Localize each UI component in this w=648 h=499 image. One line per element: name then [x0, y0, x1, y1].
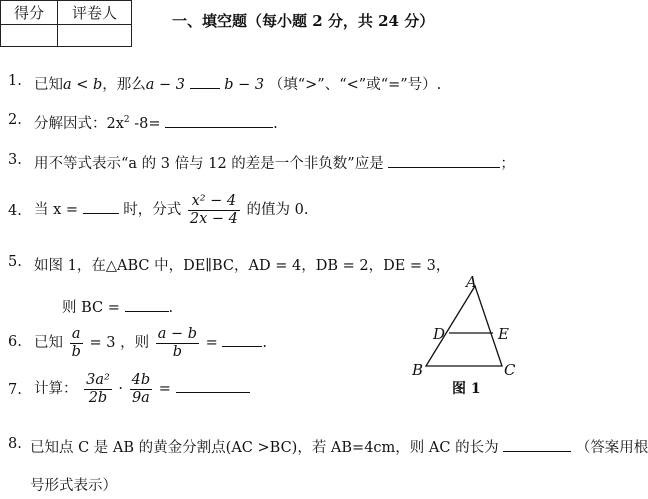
answer-blank-8[interactable] [503, 438, 571, 452]
answer-blank-1[interactable] [190, 75, 220, 89]
fraction: $\frac{4b}{9a}$ [131, 372, 151, 406]
answer-blank-7[interactable] [176, 379, 250, 393]
label-a: A [466, 273, 477, 291]
score-cell[interactable] [1, 25, 58, 47]
answer-blank-2[interactable] [165, 114, 273, 128]
label-b: B [412, 361, 424, 379]
fraction: $\frac{\text{3a²}}{2b}$ [86, 372, 110, 406]
fraction: $\frac{a - b}{b}$ [157, 326, 198, 360]
section-title: 一、填空题（每小题 2 分，共 24 分） [172, 12, 435, 30]
answer-blank-3[interactable] [388, 154, 500, 168]
label-e: E [498, 325, 509, 343]
answer-blank-5[interactable] [125, 298, 169, 312]
answer-blank-6[interactable] [222, 333, 262, 347]
fraction: $\frac{\text{x² − 4}}{2x - 4}$ [189, 193, 238, 227]
grader-header: 评卷人 [58, 1, 132, 25]
grader-cell[interactable] [58, 25, 132, 47]
fraction: $\frac{a}{b}$ [71, 326, 81, 360]
score-header: 得分 [1, 1, 58, 25]
answer-blank-4[interactable] [83, 200, 119, 214]
label-c: C [504, 361, 516, 379]
label-d: D [433, 325, 446, 343]
figure-caption: 图 1 [452, 381, 481, 397]
score-table [0, 0, 132, 47]
